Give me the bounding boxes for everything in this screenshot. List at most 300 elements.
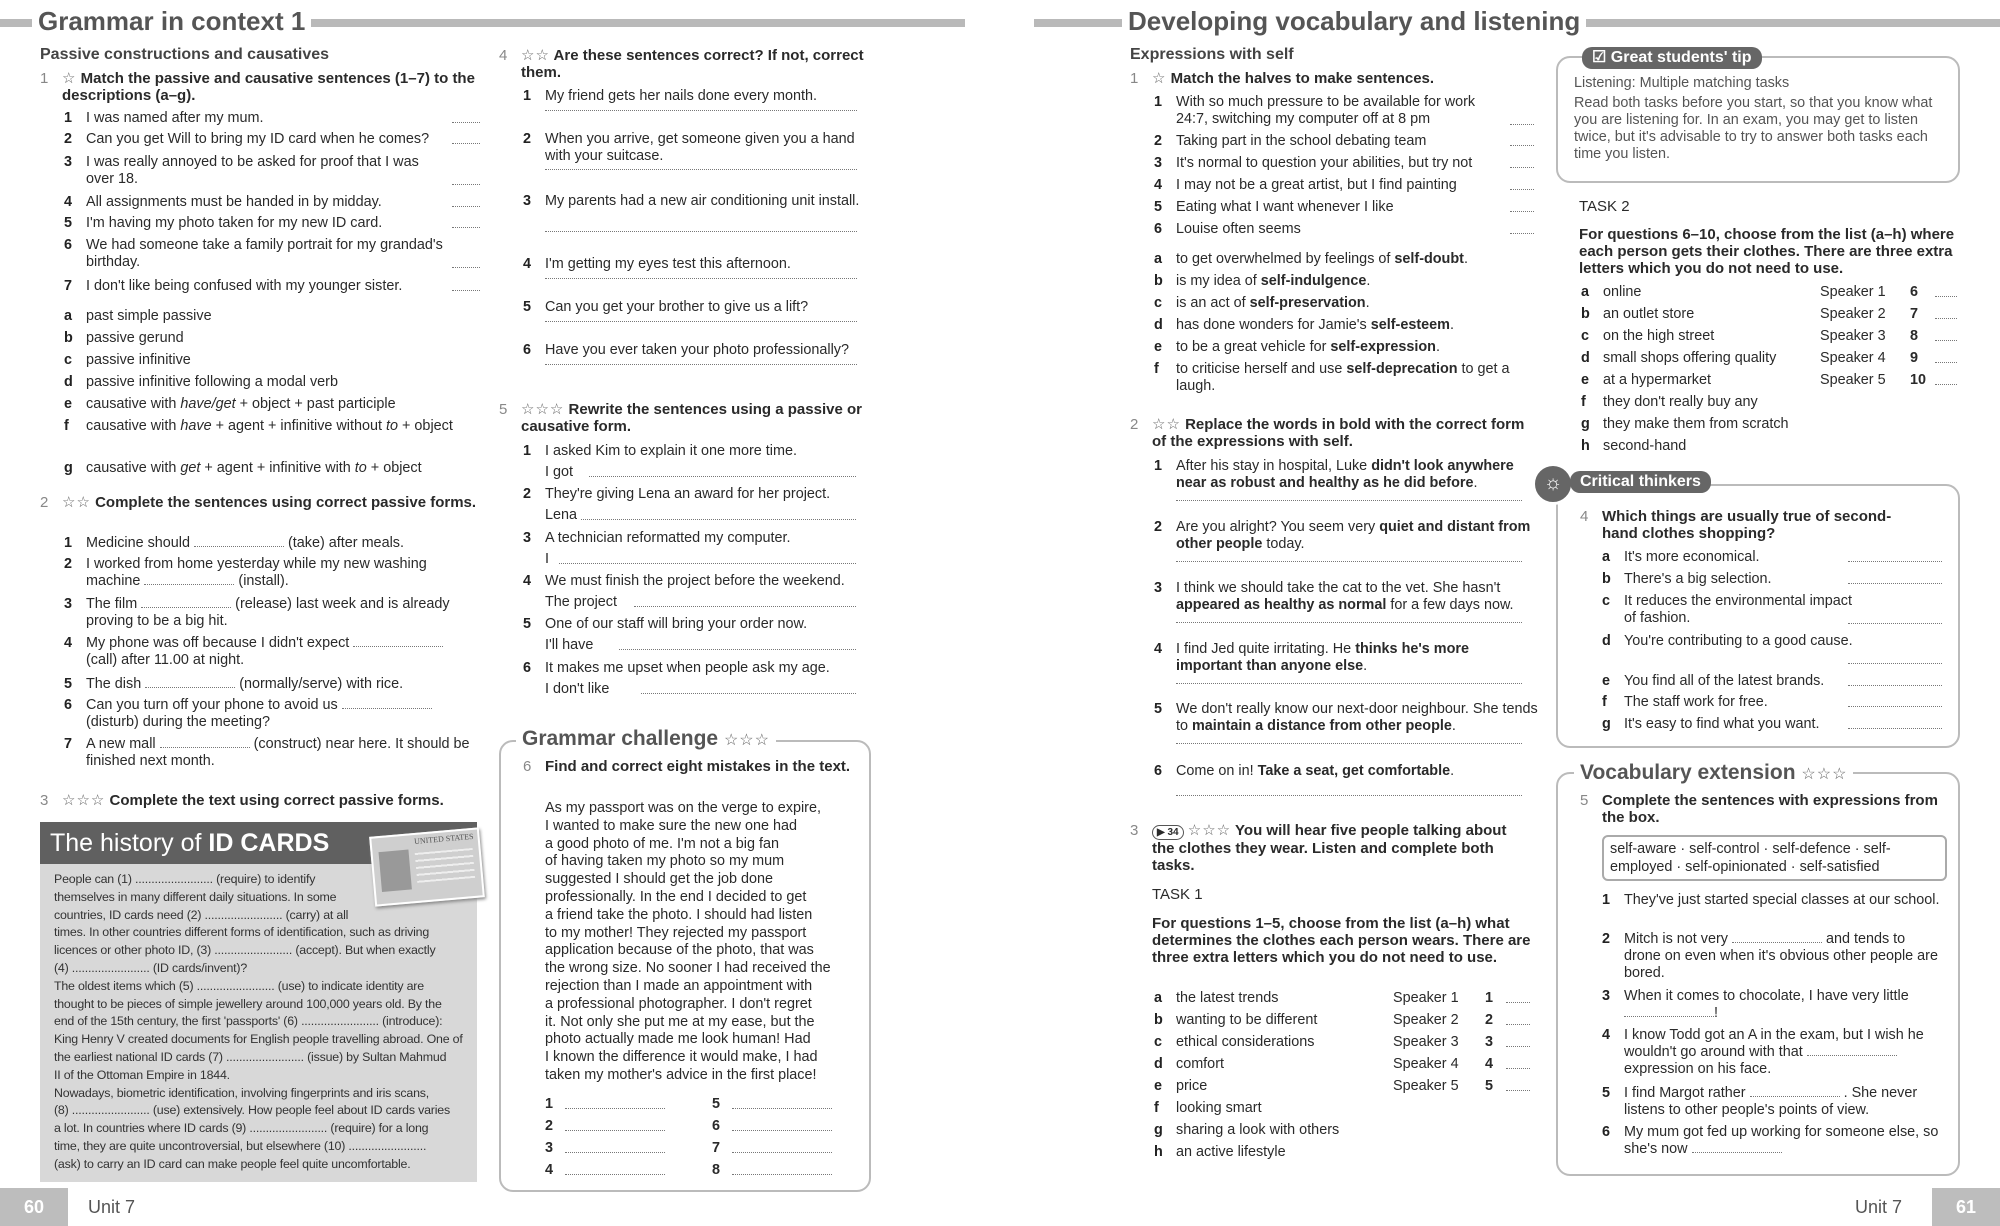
- task1-instruction: For questions 1–5, choose from the list (a–h) what determines the clothes each person wears. There are three extra letters which you do not need to use.: [1152, 915, 1531, 966]
- word-box-text: self-aware · self-control · self-defence · self-employed · self-opinionated · self-satisfied: [1610, 841, 1891, 875]
- option-item: c on the high street: [1581, 328, 1715, 344]
- item-number: g: [1154, 1122, 1163, 1138]
- stars: ☆☆: [1152, 416, 1181, 433]
- answer-line[interactable]: [1848, 663, 1942, 664]
- answer-line[interactable]: [1935, 362, 1957, 363]
- speaker-number: 10: [1910, 372, 1927, 388]
- item-number: 6: [1602, 1124, 1611, 1140]
- list-item: 3 A technician reformatted my computer.: [523, 530, 791, 546]
- item-number: c: [1154, 295, 1163, 311]
- left-page: [0, 0, 980, 1226]
- text-line: a lot. In countries where ID cards (9) ........................ (require) for a long: [54, 1121, 429, 1136]
- list-item: 1 With so much pressure to be available for work 24:7, switching my computer off at 8 pm: [1154, 94, 1476, 127]
- item-number: 6: [1154, 221, 1163, 237]
- item-number: 3: [1154, 580, 1163, 596]
- blank[interactable]: [342, 697, 432, 709]
- list-item: 6 My mum got fed up working for someone else, so she's now: [1602, 1124, 1939, 1157]
- item-number: 6: [64, 697, 73, 713]
- item-number: 4: [1154, 177, 1163, 193]
- exercise-2: [40, 494, 477, 511]
- answer-line[interactable]: [452, 290, 480, 291]
- subtitle: [1130, 46, 1294, 63]
- answer-line[interactable]: [545, 169, 857, 170]
- option-item: b There's a big selection.: [1602, 571, 1772, 587]
- item-number: 1: [1602, 892, 1611, 908]
- option-item: d comfort: [1154, 1056, 1224, 1072]
- item-number: d: [1154, 317, 1163, 333]
- option-item: c ethical considerations: [1154, 1034, 1315, 1050]
- speaker-label: Speaker 3: [1820, 328, 1886, 344]
- critical-question: [1580, 508, 1927, 542]
- speaker-label: Speaker 2: [1820, 306, 1886, 322]
- item-number: 1: [1154, 458, 1163, 474]
- challenge-title-text: Grammar challenge: [522, 727, 719, 750]
- text-line: it. Not only she put me at my ease, but the: [545, 1013, 815, 1030]
- item-number: 1: [1154, 94, 1163, 110]
- speaker-label: Speaker 1: [1820, 284, 1886, 300]
- item-number: 2: [1154, 133, 1163, 149]
- vocab-title-text: Vocabulary extension: [1580, 761, 1796, 784]
- option-item: c passive infinitive: [64, 352, 191, 368]
- ex-number: 3: [40, 792, 49, 809]
- answer-line[interactable]: [732, 1174, 832, 1175]
- exercise-1: [40, 70, 477, 104]
- prompt: The project: [545, 594, 617, 610]
- answer-line[interactable]: [545, 231, 857, 232]
- option-item: h second-hand: [1581, 438, 1687, 454]
- option-item: f causative with have + agent + infinitive without to + object: [64, 418, 453, 434]
- option-item: g they make them from scratch: [1581, 416, 1789, 432]
- exercise-1: [1130, 70, 1532, 87]
- item-number: 1: [523, 88, 532, 104]
- unit-label: Unit 7: [1855, 1197, 1903, 1217]
- item-number: a: [1581, 284, 1590, 300]
- blank[interactable]: [194, 535, 284, 547]
- blank[interactable]: [353, 635, 443, 647]
- task1-label: TASK 1: [1152, 886, 1203, 903]
- answer-line[interactable]: [565, 1152, 665, 1153]
- answer-line[interactable]: [1848, 706, 1942, 707]
- answer-line[interactable]: [1510, 233, 1534, 234]
- answer-line[interactable]: [1506, 1024, 1530, 1025]
- ex-instruction: Replace the words in bold with the correct form of the expressions with self.: [1152, 416, 1525, 450]
- list-item: 1 I was named after my mum.: [64, 110, 264, 126]
- speaker-number: 2: [1485, 1012, 1494, 1028]
- item-number: g: [64, 460, 73, 476]
- list-item: 2 Can you get Will to bring my ID card when he comes?: [64, 131, 430, 147]
- check-icon: ☑: [1592, 49, 1607, 66]
- item-number: f: [1581, 394, 1586, 410]
- text-line: times. In other countries different forms of identification, such as driving: [54, 925, 430, 940]
- option-item: g causative with get + agent + infinitive with to + object: [64, 460, 422, 476]
- item-number: c: [1602, 593, 1611, 609]
- answer-line[interactable]: [565, 1174, 665, 1175]
- speaker-number: 4: [1485, 1056, 1494, 1072]
- ex-number: 2: [1130, 416, 1139, 433]
- stars: ☆☆: [521, 47, 550, 64]
- list-item: 3 My parents had a new air conditioning unit install.: [523, 193, 860, 209]
- answer-line[interactable]: [1176, 795, 1522, 796]
- speaker-label: Speaker 5: [1393, 1078, 1459, 1094]
- ex-instruction: Rewrite the sentences using a passive or causative form.: [521, 401, 862, 435]
- vocab-title: [1574, 760, 1853, 788]
- list-item: 2 Are you alright? You seem very quiet and distant from other people today.: [1154, 519, 1531, 552]
- blank[interactable]: [145, 676, 235, 688]
- item-number: d: [1602, 633, 1611, 649]
- answer-line[interactable]: [1935, 340, 1957, 341]
- answer-line[interactable]: [545, 110, 857, 111]
- ex-instruction: Which things are usually true of second-hand clothes shopping?: [1602, 508, 1892, 542]
- ex-number: 6: [523, 758, 532, 775]
- item-number: d: [64, 374, 73, 390]
- list-item: 4 I may not be a great artist, but I find painting: [1154, 177, 1457, 193]
- list-item: 5 Eating what I want whenever I like: [1154, 199, 1394, 215]
- list-item: 5 One of our staff will bring your order now.: [523, 616, 808, 632]
- item-number: 6: [1154, 763, 1163, 779]
- option-item: h an active lifestyle: [1154, 1144, 1286, 1160]
- item-number: 7: [64, 278, 73, 294]
- text-line: application because of the photo, that was: [545, 942, 814, 959]
- blank[interactable]: [1624, 1005, 1714, 1017]
- answer-line[interactable]: [1176, 500, 1522, 501]
- option-item: c is an act of self-preservation.: [1154, 295, 1370, 311]
- text-line: a friend take the photo. I should had listen: [545, 906, 813, 923]
- list-item: 5 I'm having my photo taken for my new ID card.: [64, 215, 383, 231]
- item-number: 4: [64, 194, 73, 210]
- item-number: 6: [523, 342, 532, 358]
- option-item: b wanting to be different: [1154, 1012, 1318, 1028]
- list-item: 2 They're giving Lena an award for her project.: [523, 486, 831, 502]
- item-number: 3: [1154, 155, 1163, 171]
- answer-line[interactable]: [1935, 384, 1957, 385]
- blank[interactable]: [160, 736, 250, 748]
- option-item: a online: [1581, 284, 1642, 300]
- option-item: a to get overwhelmed by feelings of self-doubt.: [1154, 251, 1468, 267]
- option-item: g It's easy to find what you want.: [1602, 716, 1820, 732]
- item-number: 2: [1154, 519, 1163, 535]
- ex-instruction: Complete the sentences with expressions from the box.: [1602, 792, 1938, 826]
- blank[interactable]: [1750, 1085, 1840, 1097]
- text-line: photo actually made me look human! Had: [545, 1031, 811, 1048]
- option-item: b passive gerund: [64, 330, 184, 346]
- list-item: 4 I'm getting my eyes test this afternoon.: [523, 256, 791, 272]
- item-number: c: [64, 352, 73, 368]
- id-cards-text: [54, 871, 474, 1174]
- item-number: 4: [64, 635, 73, 651]
- answer-line[interactable]: [1176, 622, 1522, 623]
- list-item: 6 Come on in! Take a seat, get comfortable.: [1154, 763, 1455, 779]
- word-box: [1602, 835, 1947, 881]
- list-item: 3 It's normal to question your abilities, but try not: [1154, 155, 1473, 171]
- answer-line[interactable]: [1506, 1002, 1530, 1003]
- answer-number: 3: [545, 1140, 554, 1156]
- answer-line[interactable]: [1506, 1068, 1530, 1069]
- critical-tag: Critical thinkers: [1570, 471, 1711, 493]
- option-item: a past simple passive: [64, 308, 212, 324]
- answer-line[interactable]: [1510, 124, 1534, 125]
- answer-line[interactable]: [545, 321, 857, 322]
- blank[interactable]: [144, 573, 234, 585]
- stars: ☆☆: [62, 494, 91, 511]
- ex-number: 1: [1130, 70, 1139, 87]
- item-number: b: [64, 330, 73, 346]
- answer-line[interactable]: [1935, 296, 1957, 297]
- prompt: I: [545, 551, 549, 567]
- text-line: professionally. In the end I decided to get: [545, 888, 807, 905]
- text-line: People can (1) ........................ (require) to identify: [54, 872, 316, 886]
- answer-line[interactable]: [1935, 318, 1957, 319]
- item-number: 5: [64, 676, 73, 692]
- list-item: 5 We don't really know our next-door neighbour. She tends to maintain a distance from other people.: [1154, 701, 1538, 734]
- ex-number: 5: [499, 401, 508, 418]
- list-item: 1 After his stay in hospital, Luke didn't look anywhere near as robust and healthy as he did before.: [1154, 458, 1514, 491]
- list-item: 4 I know Todd got an A in the exam, but I wish he wouldn't go around with that expression on his face.: [1602, 1027, 1924, 1077]
- ex-instruction: You will hear five people talking about the clothes they wear. Listen and complete both tasks.: [1152, 822, 1507, 874]
- answer-line[interactable]: [1176, 743, 1522, 744]
- answer-number: 5: [712, 1096, 721, 1112]
- item-number: a: [64, 308, 73, 324]
- item-number: 2: [64, 131, 73, 147]
- ex-number: 2: [40, 494, 49, 511]
- item-number: e: [1602, 673, 1611, 689]
- exercise-2: [1130, 416, 1532, 450]
- option-item: d has done wonders for Jamie's self-esteem.: [1154, 317, 1454, 333]
- right-page: [1000, 0, 2000, 1226]
- exercise-3: [1130, 822, 1532, 874]
- id-heading-b: ID CARDS: [208, 829, 330, 857]
- answer-line[interactable]: [619, 649, 857, 650]
- item-number: c: [1581, 328, 1590, 344]
- answer-line[interactable]: [452, 267, 480, 268]
- answer-line[interactable]: [1510, 211, 1534, 212]
- ex-instruction: Are these sentences correct? If not, correct them.: [521, 47, 864, 81]
- item-number: 5: [64, 215, 73, 231]
- item-number: e: [1154, 339, 1163, 355]
- text-line: taken my mother's advice in the first place!: [545, 1066, 817, 1083]
- ex-instruction: Complete the text using correct passive forms.: [109, 792, 444, 809]
- option-item: f looking smart: [1154, 1100, 1262, 1116]
- option-item: g sharing a look with others: [1154, 1122, 1340, 1138]
- item-number: d: [1154, 1056, 1163, 1072]
- list-item: 6 Have you ever taken your photo professionally?: [523, 342, 849, 358]
- answer-line[interactable]: [452, 184, 480, 185]
- item-number: 3: [523, 530, 532, 546]
- answer-line[interactable]: [1506, 1090, 1530, 1091]
- item-number: b: [1154, 1012, 1163, 1028]
- text-line: time, they are quite uncontroversial, but elsewhere (10) ........................: [54, 1138, 427, 1153]
- item-number: 6: [64, 237, 73, 253]
- answer-line[interactable]: [1506, 1046, 1530, 1047]
- item-number: a: [1602, 549, 1611, 565]
- answer-line[interactable]: [1848, 583, 1942, 584]
- item-number: e: [64, 396, 73, 412]
- list-item: 2 Mitch is not very and tends to drone on even when it's obvious other people are bored.: [1602, 931, 1938, 981]
- answer-line[interactable]: [452, 143, 480, 144]
- item-number: 2: [1602, 931, 1611, 947]
- list-item: 4 My phone was off because I didn't expect (call) after 11.00 at night.: [86, 635, 476, 669]
- answer-line[interactable]: [1510, 167, 1534, 168]
- prompt: I'll have: [545, 637, 594, 653]
- ex-number: 1: [40, 70, 49, 87]
- blank[interactable]: [1692, 1141, 1782, 1153]
- answer-line[interactable]: [589, 476, 857, 477]
- item-number: 5: [1154, 199, 1163, 215]
- option-item: e You find all of the latest brands.: [1602, 673, 1825, 689]
- list-item: 3 When it comes to chocolate, I have very little !: [1602, 988, 1909, 1021]
- list-item: 4 All assignments must be handed in by midday.: [64, 194, 382, 210]
- item-number: f: [1602, 694, 1607, 710]
- list-item: 5 The dish (normally/serve) with rice.: [64, 676, 404, 692]
- id-card-label: UNITED STATES: [413, 831, 474, 847]
- answer-line[interactable]: [732, 1108, 832, 1109]
- text-line: end of the 15th century, the first 'passports' (6) ........................ (introduce):: [54, 1014, 443, 1029]
- item-number: 2: [523, 486, 532, 502]
- answer-line[interactable]: [565, 1108, 665, 1109]
- answer-line[interactable]: [545, 278, 857, 279]
- answer-line[interactable]: [1510, 145, 1534, 146]
- lightbulb-icon: ☼: [1532, 463, 1574, 505]
- vocab-instruction: [1580, 792, 1942, 826]
- speaker-number: 7: [1910, 306, 1919, 322]
- blank[interactable]: [1807, 1044, 1897, 1056]
- answer-line[interactable]: [1176, 561, 1522, 562]
- answer-line[interactable]: [1510, 189, 1534, 190]
- list-item: 6 Can you turn off your phone to avoid us (disturb) during the meeting?: [86, 697, 476, 731]
- text-line: As my passport was on the verge to expire,: [545, 800, 821, 816]
- option-item: a the latest trends: [1154, 990, 1279, 1006]
- speaker-number: 8: [1910, 328, 1919, 344]
- answer-line[interactable]: [634, 606, 857, 607]
- speaker-number: 1: [1485, 990, 1494, 1006]
- answer-line[interactable]: [1848, 685, 1942, 686]
- item-number: a: [1154, 990, 1163, 1006]
- answer-line[interactable]: [565, 1130, 665, 1131]
- answer-line[interactable]: [641, 693, 856, 694]
- task2-label: TASK 2: [1579, 198, 1630, 215]
- answer-number: 4: [545, 1162, 554, 1178]
- item-number: f: [64, 418, 69, 434]
- item-number: f: [1154, 1100, 1159, 1116]
- list-item: 4 I find Jed quite irritating. He thinks he's more important than anyone else.: [1154, 641, 1469, 674]
- stars: ☆☆☆: [62, 792, 106, 809]
- exercise-4: [499, 47, 866, 81]
- list-item: 1 I asked Kim to explain it one more time.: [523, 443, 797, 459]
- challenge-text: [545, 800, 865, 1085]
- speaker-label: Speaker 2: [1393, 1012, 1459, 1028]
- speaker-number: 5: [1485, 1078, 1494, 1094]
- text-line: licences or other photo ID, (3) ........................ (accept). But when exactly: [54, 943, 436, 958]
- item-number: 4: [523, 256, 532, 272]
- text-line: (4) ........................ (ID cards/invent)?: [54, 960, 248, 975]
- answer-line[interactable]: [732, 1152, 832, 1153]
- answer-number: 6: [712, 1118, 721, 1134]
- option-item: e at a hypermarket: [1581, 372, 1711, 388]
- list-item: 3 The film (release) last week and is already proving to be a big hit.: [64, 596, 450, 629]
- item-number: 2: [64, 556, 73, 572]
- answer-line[interactable]: [545, 364, 857, 365]
- text-line: suggested I should get the job done: [545, 871, 774, 888]
- unit-label: Unit 7: [88, 1197, 136, 1217]
- list-item: 5 Can you get your brother to give us a lift?: [523, 299, 809, 315]
- option-item: f The staff work for free.: [1602, 694, 1768, 710]
- audio-track-icon[interactable]: ▶ 34: [1152, 825, 1184, 840]
- list-item: 3 I think we should take the cat to the vet. She hasn't appeared as healthy as normal for a few days now.: [1154, 580, 1514, 613]
- item-number: f: [1154, 361, 1159, 377]
- answer-line[interactable]: [1848, 623, 1942, 624]
- option-item: a It's more economical.: [1602, 549, 1760, 565]
- answer-line[interactable]: [559, 563, 857, 564]
- stars: ☆: [62, 70, 77, 87]
- text-line: the wrong size. No sooner I had received the: [545, 960, 831, 977]
- ex-instruction: Find and correct eight mistakes in the text.: [545, 758, 851, 775]
- track-number: 34: [1167, 827, 1179, 838]
- answer-line[interactable]: [1848, 561, 1942, 562]
- text-line: thought to be pieces of simple jewellery around 100,000 years old. By the: [54, 996, 442, 1011]
- item-number: 1: [64, 110, 73, 126]
- subtitle-text: Expressions with self: [1130, 46, 1294, 63]
- ex-number: 4: [499, 47, 508, 64]
- item-number: 6: [523, 660, 532, 676]
- list-item: 1 Medicine should (take) after meals.: [64, 535, 404, 551]
- speaker-label: Speaker 4: [1820, 350, 1886, 366]
- answer-number: 8: [712, 1162, 721, 1178]
- item-number: a: [1154, 251, 1163, 267]
- subtitle: Passive constructions and causatives: [40, 46, 330, 63]
- list-item: 6 It makes me upset when people ask my age.: [523, 660, 830, 676]
- item-number: g: [1581, 416, 1590, 432]
- page-title: Grammar in context 1: [32, 6, 311, 36]
- list-item: 7 I don't like being confused with my younger sister.: [64, 278, 403, 294]
- list-item: 5 I find Margot rather . She never listens to other people's points of view.: [1602, 1085, 1918, 1118]
- page-title: Developing vocabulary and listening: [1122, 6, 1586, 36]
- text-line: The oldest items which (5) ........................ (use) to indicate identity are: [54, 978, 424, 993]
- item-number: 7: [64, 736, 73, 752]
- item-number: 2: [523, 131, 532, 147]
- text-line: I wanted to make sure the new one had: [545, 817, 797, 834]
- answer-line[interactable]: [1848, 728, 1942, 729]
- stars: ☆☆☆: [1801, 766, 1848, 783]
- ex-instruction: Match the passive and causative sentences (1–7) to the descriptions (a–g).: [62, 70, 475, 104]
- exercise-5: [499, 401, 866, 435]
- answer-line[interactable]: [1176, 683, 1522, 684]
- speaker-label: Speaker 1: [1393, 990, 1459, 1006]
- item-number: h: [1154, 1144, 1163, 1160]
- answer-line[interactable]: [452, 227, 480, 228]
- blank[interactable]: [1732, 931, 1822, 943]
- tip-text: Read both tasks before you start, so that you know what you are listening for. In an exam, you may get to listen twice, but it's advisable to try to answer both tasks each time you listen.: [1574, 95, 1933, 162]
- answer-line[interactable]: [732, 1130, 832, 1131]
- text-line: a good photo of me. I'm not a big fan: [545, 835, 779, 852]
- text-line: a professional photographer. I don't regret: [545, 995, 812, 1012]
- blank[interactable]: [141, 596, 231, 608]
- page-number: 60: [0, 1188, 68, 1226]
- answer-line[interactable]: [581, 519, 856, 520]
- speaker-number: 6: [1910, 284, 1919, 300]
- item-number: 5: [1154, 701, 1163, 717]
- ex-number: 3: [1130, 822, 1139, 839]
- item-number: 5: [1602, 1085, 1611, 1101]
- item-number: 3: [64, 154, 73, 170]
- text-line: themselves in many different daily situations. In some: [54, 889, 337, 904]
- item-number: 1: [523, 443, 532, 459]
- answer-line[interactable]: [452, 122, 480, 123]
- text-line: II of the Ottoman Empire in 1844.: [54, 1067, 230, 1082]
- item-number: 5: [523, 299, 532, 315]
- answer-line[interactable]: [452, 206, 480, 207]
- list-item: 4 We must finish the project before the weekend.: [523, 573, 845, 589]
- stars: ☆☆☆: [521, 401, 565, 418]
- ex-instruction: Match the halves to make sentences.: [1170, 70, 1435, 87]
